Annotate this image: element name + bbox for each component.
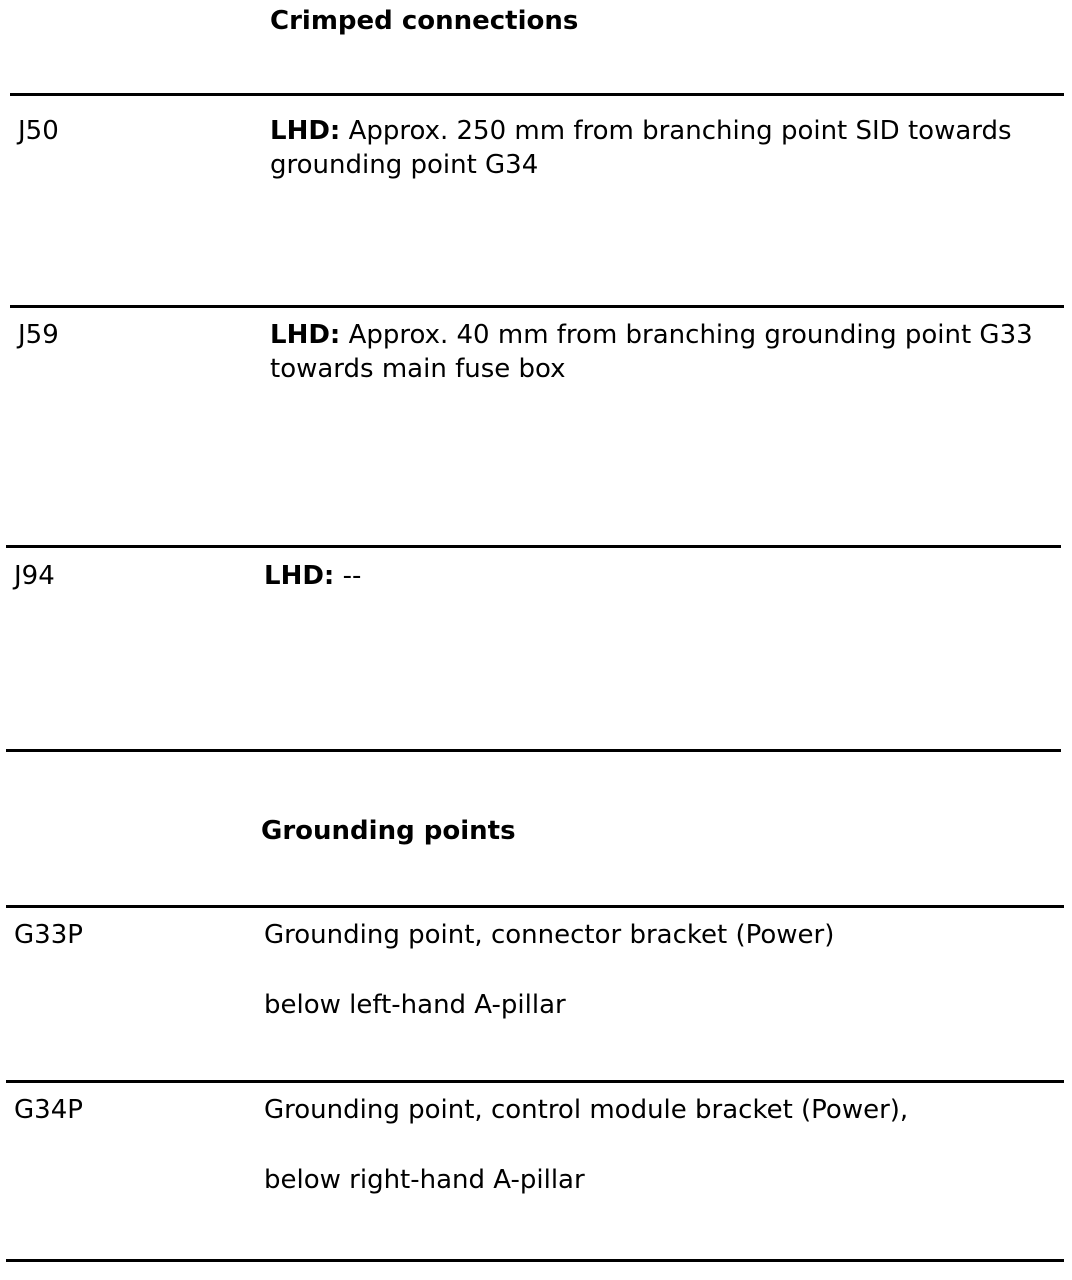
- grounding-line-1: Grounding point, connector bracket (Power): [264, 920, 835, 950]
- grounding-points-heading: Grounding points: [261, 816, 516, 846]
- table-divider: [6, 1259, 1064, 1262]
- lhd-label: LHD:: [270, 116, 341, 146]
- grounding-description: [264, 1093, 1054, 1197]
- grounding-line-1: Grounding point, control module bracket (Power),: [264, 1095, 909, 1125]
- connection-description: [264, 559, 1044, 593]
- lhd-label: LHD:: [270, 320, 341, 350]
- grounding-code: G34P: [14, 1095, 83, 1125]
- location-text: Approx. 40 mm from branching grounding point G33 towards main fuse box: [270, 320, 1033, 384]
- lhd-label: LHD:: [264, 561, 335, 591]
- table-divider: [6, 905, 1064, 908]
- location-text: Approx. 250 mm from branching point SID towards grounding point G34: [270, 116, 1012, 180]
- grounding-line-2: below right-hand A-pillar: [264, 1165, 585, 1195]
- connection-code: J94: [14, 561, 55, 591]
- location-text: --: [334, 561, 362, 591]
- connection-description: [270, 318, 1055, 386]
- table-divider: [6, 749, 1061, 752]
- crimped-connections-heading: Crimped connections: [270, 6, 579, 36]
- grounding-description: [264, 918, 1054, 1022]
- table-divider: [6, 1080, 1064, 1083]
- grounding-line-2: below left-hand A-pillar: [264, 990, 566, 1020]
- connection-description: [270, 114, 1050, 182]
- grounding-code: G33P: [14, 920, 83, 950]
- table-divider: [10, 93, 1064, 96]
- table-divider: [10, 305, 1064, 308]
- connection-code: J59: [18, 320, 59, 350]
- table-divider: [6, 545, 1061, 548]
- connection-code: J50: [18, 116, 59, 146]
